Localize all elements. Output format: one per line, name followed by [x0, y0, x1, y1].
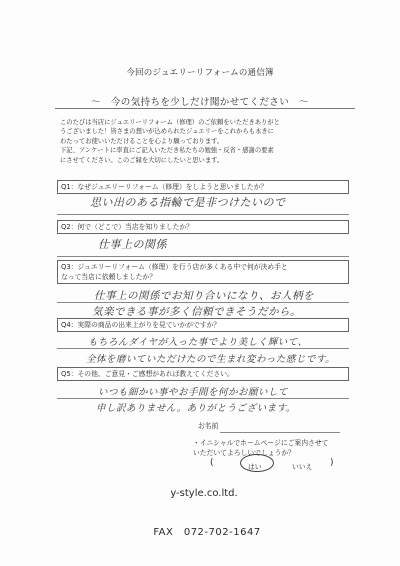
- name-field-line[interactable]: [220, 432, 340, 433]
- homepage-note-line: いただいてよろしいでしょうか？: [193, 449, 295, 457]
- question-5-text: Q5：その他、ご意見・ご感想があれば教えてください。: [61, 370, 234, 378]
- question-1-box: [57, 180, 349, 194]
- question-3-text-cont: なって当店に依頼しましたか？: [61, 273, 157, 281]
- option-yes[interactable]: はい: [248, 463, 262, 471]
- option-no[interactable]: いいえ: [292, 463, 313, 471]
- homepage-note-line: ・イニシャルでホームページにご案内させて: [193, 439, 329, 447]
- option-bracket-open: (: [210, 458, 214, 468]
- answer-1-handwriting[interactable]: 思い出のある指輪で是非つけたいので: [90, 196, 286, 209]
- fax-number: FAX 072-702-1647: [153, 527, 261, 538]
- answer-line: [57, 302, 349, 303]
- answer-line: [57, 214, 349, 215]
- question-3-box: [57, 260, 349, 284]
- answer-3-handwriting-line1[interactable]: 仕事上の関係でお知り合いになり、お人柄を: [94, 290, 314, 302]
- answer-line: [57, 348, 349, 349]
- intro-line: にさせてください。このご縁を大切にしたいと思います。: [60, 156, 224, 164]
- answer-3-handwriting-line2[interactable]: 気楽できる事が多く信頼できそうだから。: [92, 306, 301, 318]
- intro-line: うございました！皆さまの想いが込められたジュエリーをこれからも永きに: [60, 128, 274, 136]
- answer-4-handwriting-line2[interactable]: 全体を磨いていただけたので生まれ変わった感じです。: [86, 354, 336, 365]
- answer-line: [57, 398, 349, 399]
- sheet-subtitle: ～ 今の気持ちを少しだけ聞かせてください ～: [91, 97, 309, 108]
- company-name: y-style.co.ltd.: [170, 488, 238, 499]
- intro-line: 下記、アンケートに率直にご記入いただき私たちの勉強・反省・感謝の要素: [60, 147, 274, 155]
- sheet-title: 今回のジュエリーリフォームの通信簿: [126, 68, 274, 78]
- question-3-text: Q3：ジュエリーリフォーム（修理）を行う店が多くある中で何が決め手と: [61, 263, 288, 271]
- question-5-box: [57, 367, 349, 381]
- question-1-text: Q1：なぜジュエリーリフォーム（修理）をしようと思いましたか？: [61, 183, 268, 191]
- intro-text: [60, 118, 360, 165]
- question-4-text: Q4：実際の商品の出来上がりを見ていかがですか？: [61, 321, 221, 329]
- question-2-box: [57, 220, 349, 234]
- intro-line: このたびは当店にジュエリーリフォーム（修理）のご依頼をいただきありがと: [60, 119, 280, 126]
- question-4-box: [57, 318, 349, 332]
- answer-line: [57, 256, 349, 257]
- answer-4-handwriting-line1[interactable]: もちろんダイヤが入った事でより美しく輝いて、: [88, 337, 308, 348]
- option-bracket-close: ): [330, 458, 334, 468]
- answer-5-handwriting-line2[interactable]: 申し訳ありません。ありがとうございます。: [96, 403, 296, 414]
- answer-5-handwriting-line1[interactable]: いつも細かい事やお手間を何かお願いして: [98, 387, 289, 398]
- question-2-text: Q2：何で（どこで）当店を知りましたか？: [61, 223, 194, 231]
- intro-line: わたってお使いいただけることを心より願っております。: [60, 137, 224, 145]
- name-label: お名前: [198, 422, 219, 430]
- subtitle-rule: [55, 108, 355, 109]
- answer-2-handwriting[interactable]: 仕事上の関係: [98, 238, 167, 251]
